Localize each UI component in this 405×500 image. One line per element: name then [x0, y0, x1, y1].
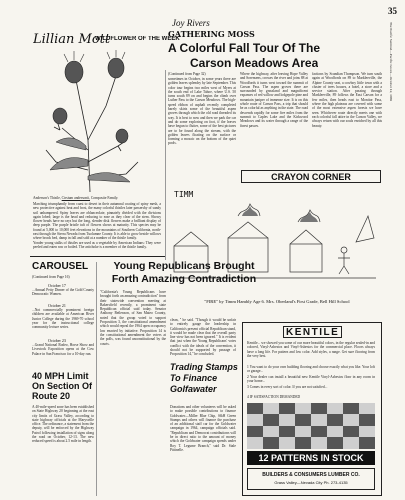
kentile-brand: KENTILE [283, 326, 342, 338]
kentile-banner: 12 PATTERNS IN STOCK [247, 451, 375, 465]
carousel-item-date: October 23 [48, 338, 66, 343]
gathering-col-2: Where the highway, after leaving Hope Valley and Sorensens, crosses the river and joins 88 at Woodfords it turns west toward the summit of Carson Pass. The aspen groves there are surrounded by grassland and magnificent expanses of red willow and lodgepole pine and mountain juniper of immense size. It is on this whole route of Carson Pass, a trip that should be as colorful as anything in the state. The road descends rapidly for some five miles from the summit to Caples Lake and the Kirkwood Meadows and its water through a range of the finest passes. [240, 72, 308, 128]
carousel-item-text: ...Annual Petty Dinner of the Gold County Democratic Women. [32, 288, 94, 297]
wildflower-column-name: Lillian Mott [33, 32, 111, 47]
wildflower-note: Yonder young stalks of thistles are used as a vegetable by American Indians: They were peeled and eaten raw or boiled. The artichoke is a member of the thistle family. [33, 241, 161, 250]
wildflower-title: WILDFLOWER OF THE WEEK [95, 36, 180, 42]
kentile-item: 4 IF SATISFACTION DEMANDED [247, 395, 301, 399]
kentile-tile-pattern [247, 403, 375, 449]
kentile-item: 1 You want to do your own building flooring and choose exactly what you like. Your loft or garage... [247, 365, 375, 374]
kentile-ad [242, 322, 382, 496]
carousel-item-date: October 17 [48, 283, 66, 288]
crayon-caption: "FIRE" by Timm Hambly Age 6. Mrs. Oberland's First Grade, Bell Hill School [204, 299, 350, 304]
wildflower-body: Marching triumphantly from coast to desert in their autumnal coating of spiny mesh, a new protective against heat and frost, the many colorful thistles later passersby of sandy soil unhampered. Spiny leaves are oblanceolate, pinnately divided with the divisions again lobed; large is the head and reducing to ease as they clear of the stem. Showy flower heads have no rays but the long, slender disk flowers make a brilliant display of deep purple. The purple bristle tuft of flowers shows at maturity. This species may be found at 5,000 to 10,000 feet elevations in the mountains of Southern California, north-east through the Sierra Nevada from Tuolumne County. It is able to grow beside willows where brook bed, damp in fall and sold at a number of the thistle family. [33, 202, 161, 240]
thistle-illustration [30, 50, 150, 192]
caption-latin: Cirsium andersonii, [61, 196, 90, 200]
carousel-item-text: ...Grand National Rodeo, Horse Show and Livestock Exposition opens at the Cow Palace in San Francisco for a 10-day run. [32, 343, 94, 356]
carousel-title: CAROUSEL [32, 261, 89, 272]
page-number: 35 [388, 6, 397, 16]
gathering-headline-2: Carson Meadows Area [190, 56, 319, 70]
dealer-name: BUILDERS & CONSUMERS LUMBER CO. [262, 472, 360, 478]
stamps-headline: Trading Stamps To Finance Golfawater [170, 362, 238, 394]
gathering-col-1: sometimes in October, in some years there are golden leaves splendry by late September. This color tour begins two miles west of Myers at the south end of Lake Tahoe, where U.S. 50 turns south 89 on and begins the climb over Luther Pass to the Carson Meadows. The high-speed ribbon of asphalt recently completed barely skirts some of the beautiful aspen groves through which the old road threaded its way. It is best to now and then we park the car and do some exploring on foot, if the leaves have begun to flutter, some of the best pictures are to be found along the stream, with the golden leaves floating on the surface or forming a mosaic on the bottom of the quiet pools. [168, 77, 236, 146]
caption-family: Composite Family. [90, 196, 119, 200]
gathering-col-3: factions by Scandian Thompson. We turn south again at Woodfords on 89 to Markleeville, the Alpine County seat, a cowboy little town with a cluster of trees houses, a hotel, a store and a service station. After passing through Markleeville, 89 follows the East Carson for a few miles, then heads east to Monitor Pass, where the high plateaus are covered with some of the most extensive aspen forests we have seen. Whichever route directly meets one with each colorful fall attire in the Carson Valley, we always return with our souls enriched by all this beauty. [312, 72, 382, 128]
carousel-item-text: ...Not commercially prominent foreign children are available at American River Junior College during the 1969-70 school year for the instructional college community lecture series. [32, 308, 94, 330]
side-header: The Pacific Sentinel—Pacific Grove—October 12, 1969 [389, 22, 393, 102]
gathering-column-name: GATHERING MOSS [168, 29, 255, 39]
yr-col-1: "California's Young Republicans have brought forth an amazing contradiction" from their statewide convention meeting at Bakersfield recently, a prominent state Republican official said today. Senator Anthony Beilenson, of San Mateo County, noted that the group voted to support Proposition 3, the constitutional amendment which would repeal the 1964 open occupancy law enacted by initiative. Proposition 14 is the constitutional amendment the voters at the polls, was found unconstitutional by the courts. [100, 290, 166, 346]
gathering-kicker: Joy Rivers [172, 18, 210, 28]
carousel-item-date: October 21 [48, 303, 66, 308]
crayon-title: CRAYON CORNER [271, 172, 351, 182]
dealer-box [247, 468, 375, 490]
stamps-body: Donations and other volunteers will be asked to make possible contributions to finance Goldwater—Miller Blue Chip, S&H Green Stamps and others will finance the purchase of an additional staff car for the Goldwater campaign in 1964, campaign officials said. "Republican and Democrat contributions will be in direct ratio to the amount of money which the Goldwater campaign spends under Roy T. Legume Branch," said Dr. Stale Pittinelle. [170, 405, 236, 452]
dealer-address: Grass Valley—Nevada City Ph. 273-4135 [274, 480, 348, 485]
column-rule [165, 70, 166, 260]
gathering-headline-1: A Colorful Fall Tour Of The [168, 41, 320, 55]
crayon-drawing-label: TIMM [174, 190, 194, 199]
speed-headline: 40 MPH Limit On Section Of Route 20 [32, 371, 93, 401]
section-rule [30, 256, 166, 257]
gathering-continued: (Continued from Page 32) [168, 72, 206, 76]
crayon-title-box [241, 170, 381, 183]
kentile-intro: Kentile... we showed you some of our more beautiful colors, in the regular sealed-in and colored, Vinyl-Asbestos and Vinyl-Asbestos for the commercial place. Floors always have a long life. For pattern and low color. Add styles, a range. Get sure flooring from the very best. [247, 341, 375, 358]
yr-col-2: clean, " he said. "Though it would be unfair to entirely gauge the leadership in California's present official Republican stand, it would be made clear that the overall party line view has not been ignored." It is evident that just when the Young Republicans' votes conflict with the ideals of the convention, it should not be supported by passage of Proposition 14," he concluded. [170, 318, 236, 357]
yr-headline: Young Republicans Brought Forth Amazing Contradiction [111, 260, 257, 285]
kentile-logo [283, 326, 342, 338]
kentile-item: 3 Comes in every sort of color. If you are not satisfied... [247, 385, 328, 389]
kentile-item: 2 Your dealer can install a beautiful new Kentile Vinyl-Asbestos floor in any room in your home... [247, 375, 375, 384]
speed-body: A 40-mile-speed zone has been established on State Highway 20 beginning at the east city limits of Grass Valley, according to state highway officials at the Marysville office. The ordinance, a statement from the deputy, will be enforced by the Highway Patrol following installation of signs along the road on October, 12-13. The new reduced speed is about 2.5 mile in length. [32, 405, 94, 444]
caption-name: Anderson's Thistle, [33, 196, 61, 200]
carousel-continued: (Continued from Page 16) [32, 275, 70, 279]
column-rule [96, 262, 97, 496]
